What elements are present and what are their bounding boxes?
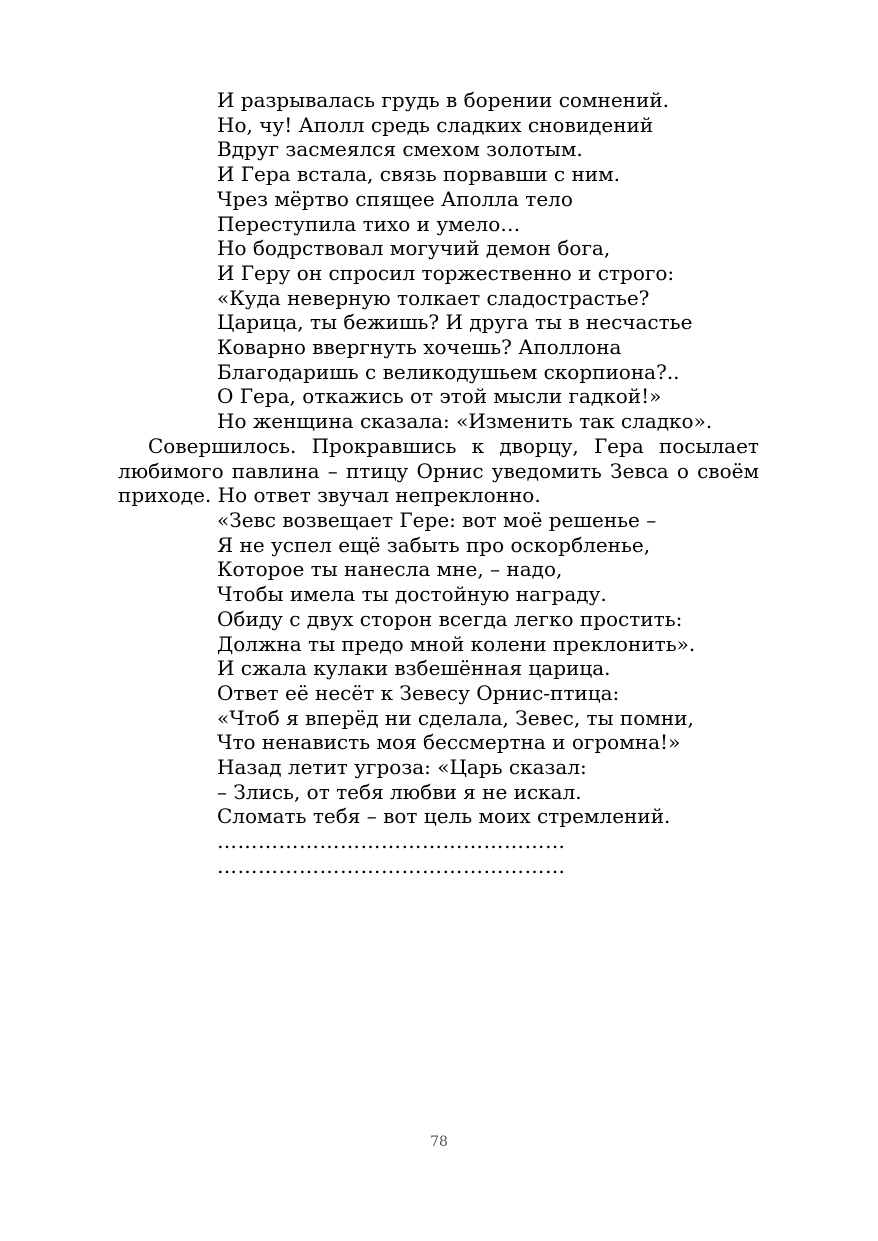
verse-line: Чрез мёртво спящее Аполла тело (217, 186, 573, 211)
verse-line: «Чтоб я вперёд ни сделала, Зевес, ты помни, (217, 705, 694, 730)
ellipsis-line: …………………………………………… (217, 853, 566, 878)
verse-line: Царица, ты бежишь? И друга ты в несчастье (217, 310, 693, 335)
verse-line: Которое ты нанесла мне, – надо, (217, 557, 563, 582)
verse-line: «Зевс возвещает Гере: вот моё решенье – (217, 508, 657, 532)
verse-line: Ответ её несёт к Зевесу Орнис-птица: (217, 680, 620, 705)
verse-line: И разрывалась грудь в борении сомнений. (217, 88, 670, 112)
verse-line: Чтобы имела ты достойную награду. (217, 582, 607, 607)
verse-line: – Злись, от тебя любви я не искал. (217, 779, 582, 804)
page-number: 78 (430, 1134, 448, 1150)
verse-line: Но бодрствовал могучий демон бога, (217, 236, 611, 261)
verse-line: Благодаришь с великодушьем скорпиона?.. (217, 359, 680, 384)
verse-line: Вдруг засмеялся смехом золотым. (217, 137, 583, 162)
verse-line: Назад летит угроза: «Царь сказал: (217, 755, 587, 780)
ellipsis-line: …………………………………………… (217, 829, 566, 854)
verse-line: Но женщина сказала: «Изменить так сладко». (217, 409, 713, 434)
verse-line: Но, чу! Аполл средь сладких сновидений (217, 112, 654, 137)
verse-line: Что ненависть моя бессмертна и огромна!» (217, 730, 681, 755)
verse-line: И Гера встала, связь порвавши с ним. (217, 162, 621, 187)
verse-line: Должна ты предо мной колени преклонить». (217, 631, 696, 656)
verse-line: О Гера, откажись от этой мысли гадкой!» (217, 384, 662, 409)
verse-stanza-2 (217, 508, 777, 879)
verse-line: Я не успел ещё забыть про оскорбленье, (217, 532, 651, 557)
verse-line: Коварно ввергнуть хочешь? Аполлона (217, 335, 622, 360)
verse-line: Обиду с двух сторон всегда легко простить: (217, 606, 683, 631)
verse-line: Переступила тихо и умело… (217, 211, 521, 236)
verse-line: И сжала кулаки взбешённая царица. (217, 656, 611, 681)
verse-line: «Куда неверную толкает сладострастье? (217, 285, 650, 310)
prose-paragraph: Совершилось. Прокравшись к дворцу, Гера посылает любимого павлина – птицу Орнис уведомить Зевса о своём приходе. Но ответ звучал непреклонно. (118, 434, 759, 508)
verse-line: И Геру он спросил торжественно и строго: (217, 260, 675, 285)
verse-line: Сломать тебя – вот цель моих стремлений. (217, 804, 671, 829)
verse-stanza-1 (217, 88, 777, 434)
